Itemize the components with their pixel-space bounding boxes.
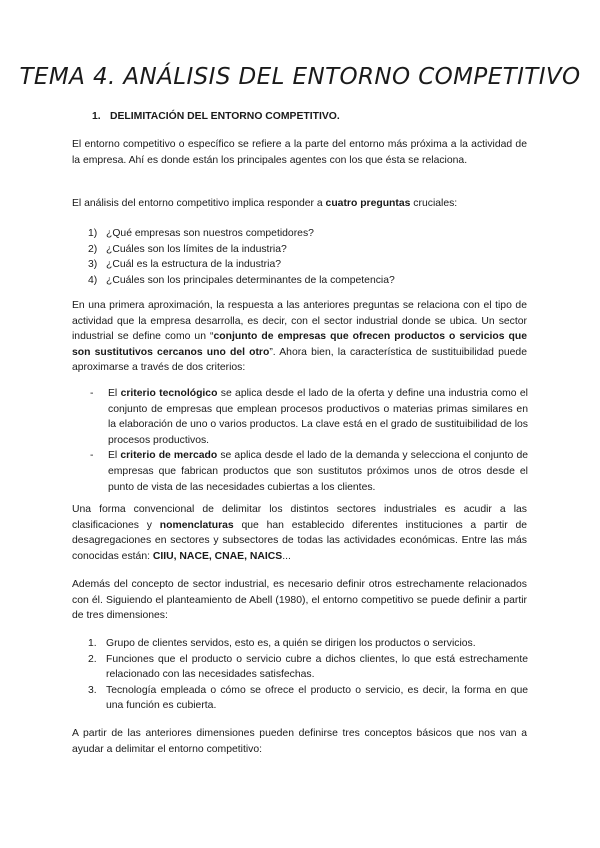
paragraph-four-questions [72, 196, 527, 212]
list-item-text: Funciones que el producto o servicio cubre a dichos clientes, lo que está estrechamente relacionado con las necesidades satisfechas. [106, 653, 528, 681]
list-item-text: ¿Qué empresas son nuestros competidores? [106, 228, 314, 239]
list-marker: 2. [88, 653, 97, 665]
text-run: que han establecido diferentes instituciones a partir de desagregaciones en sectores y subsectores de todas las actividades económicas. Entre las más conocidas están: [72, 519, 528, 562]
questions-list [88, 226, 528, 288]
text-run: ”. Ahora bien, la característica de sustituibilidad puede aproximarse a través de dos criterios: [72, 346, 527, 374]
text-run: El análisis del entorno competitivo implica responder a [72, 198, 326, 209]
list-item [88, 683, 528, 714]
list-marker: 1) [88, 228, 98, 239]
list-marker: 4) [88, 274, 98, 286]
list-item-text: ¿Cuáles son los principales determinantes de la competencia? [106, 274, 395, 286]
list-item-text: Grupo de clientes servidos, esto es, a quién se dirigen los productos o servicios. [106, 638, 476, 649]
list-item [88, 257, 528, 273]
list-item-text: Tecnología empleada o cómo se ofrece el producto o servicio, es decir, la forma en que una función es cubierta. [106, 684, 528, 712]
list-marker: 1. [88, 638, 97, 649]
list-item [88, 226, 528, 242]
list-marker: 3) [88, 259, 98, 271]
page-title: TEMA 4. ANÁLISIS DEL ENTORNO COMPETITIVO [19, 64, 581, 90]
list-item-text [108, 386, 528, 448]
bold-text: nomenclaturas [159, 519, 234, 531]
list-marker: - [90, 388, 94, 399]
section-number: 1. [92, 111, 101, 122]
list-item [88, 242, 528, 258]
text-run: Una forma convencional de delimitar los distintos sectores industriales es acudir a las clasificaciones y [72, 504, 527, 531]
bold-codes: CIIU, NACE, CNAE, NAICS [152, 550, 283, 562]
bold-text: cuatro preguntas [325, 198, 411, 209]
list-item-text: ¿Cuáles son los límites de la industria? [106, 243, 287, 255]
list-item [88, 636, 528, 652]
list-item [88, 273, 528, 289]
paragraph-intro: El entorno competitivo o específico se refiere a la parte del entorno más próxima a la actividad de la empresa. Ahí es donde están los principales agentes con los que ésta se relaciona. [72, 139, 527, 166]
bold-text: criterio tecnológico [120, 388, 218, 399]
paragraph-concepts: A partir de las anteriores dimensiones pueden definirse tres conceptos básicos que nos van a ayudar a delimitar el entorno competitivo: [72, 728, 527, 755]
text-run: ... [282, 550, 291, 562]
list-item [88, 652, 528, 683]
section-heading-text: DELIMITACIÓN DEL ENTORNO COMPETITIVO. [110, 111, 340, 122]
paragraph-sector-definition [72, 298, 527, 376]
list-item-text: ¿Cuál es la estructura de la industria? [106, 259, 281, 271]
list-item [90, 448, 528, 495]
paragraph-classifications [72, 502, 527, 564]
criteria-list [90, 386, 528, 495]
section-heading [92, 109, 340, 125]
list-item [90, 386, 528, 448]
text-run: se aplica desde el lado de la oferta y define una industria como el conjunto de empresas que emplean procesos productivos o materias primas similares en la elaboración de uno o varios productos. La clave está en el grado de sustituibilidad de los procesos productivos. [108, 388, 528, 446]
bold-text: criterio de mercado [120, 450, 218, 462]
dimensions-list [88, 636, 528, 714]
text-run: cruciales: [410, 198, 458, 209]
text-run: En una primera aproximación, la respuesta a las anteriores preguntas se relaciona con el tipo de actividad que la empresa desarrolla, es decir, con el sector industrial donde se ubica. Un sector industrial se define como un “ [72, 300, 527, 343]
text-run: se aplica desde el lado de la demanda y selecciona el conjunto de empresas que fabrican productos que son sustitutos próximos unos de otros desde el punto de vista de las necesidades cubiertas a los clientes. [108, 450, 528, 493]
text-run: El [108, 450, 121, 462]
paragraph-abell: Además del concepto de sector industrial, es necesario definir otros estrechamente relacionados con él. Siguiendo el planteamiento de Abell (1980), el entorno competitivo se puede definir a partir de tres dimensiones: [72, 579, 527, 622]
list-marker: 2) [88, 243, 98, 255]
text-run: El [108, 388, 121, 399]
list-marker: - [90, 450, 94, 462]
list-item-text [108, 448, 528, 495]
bold-text: conjunto de empresas que ofrecen productos o servicios que son sustitutivos cercanos uno del otro [72, 331, 527, 358]
list-marker: 3. [88, 684, 97, 696]
